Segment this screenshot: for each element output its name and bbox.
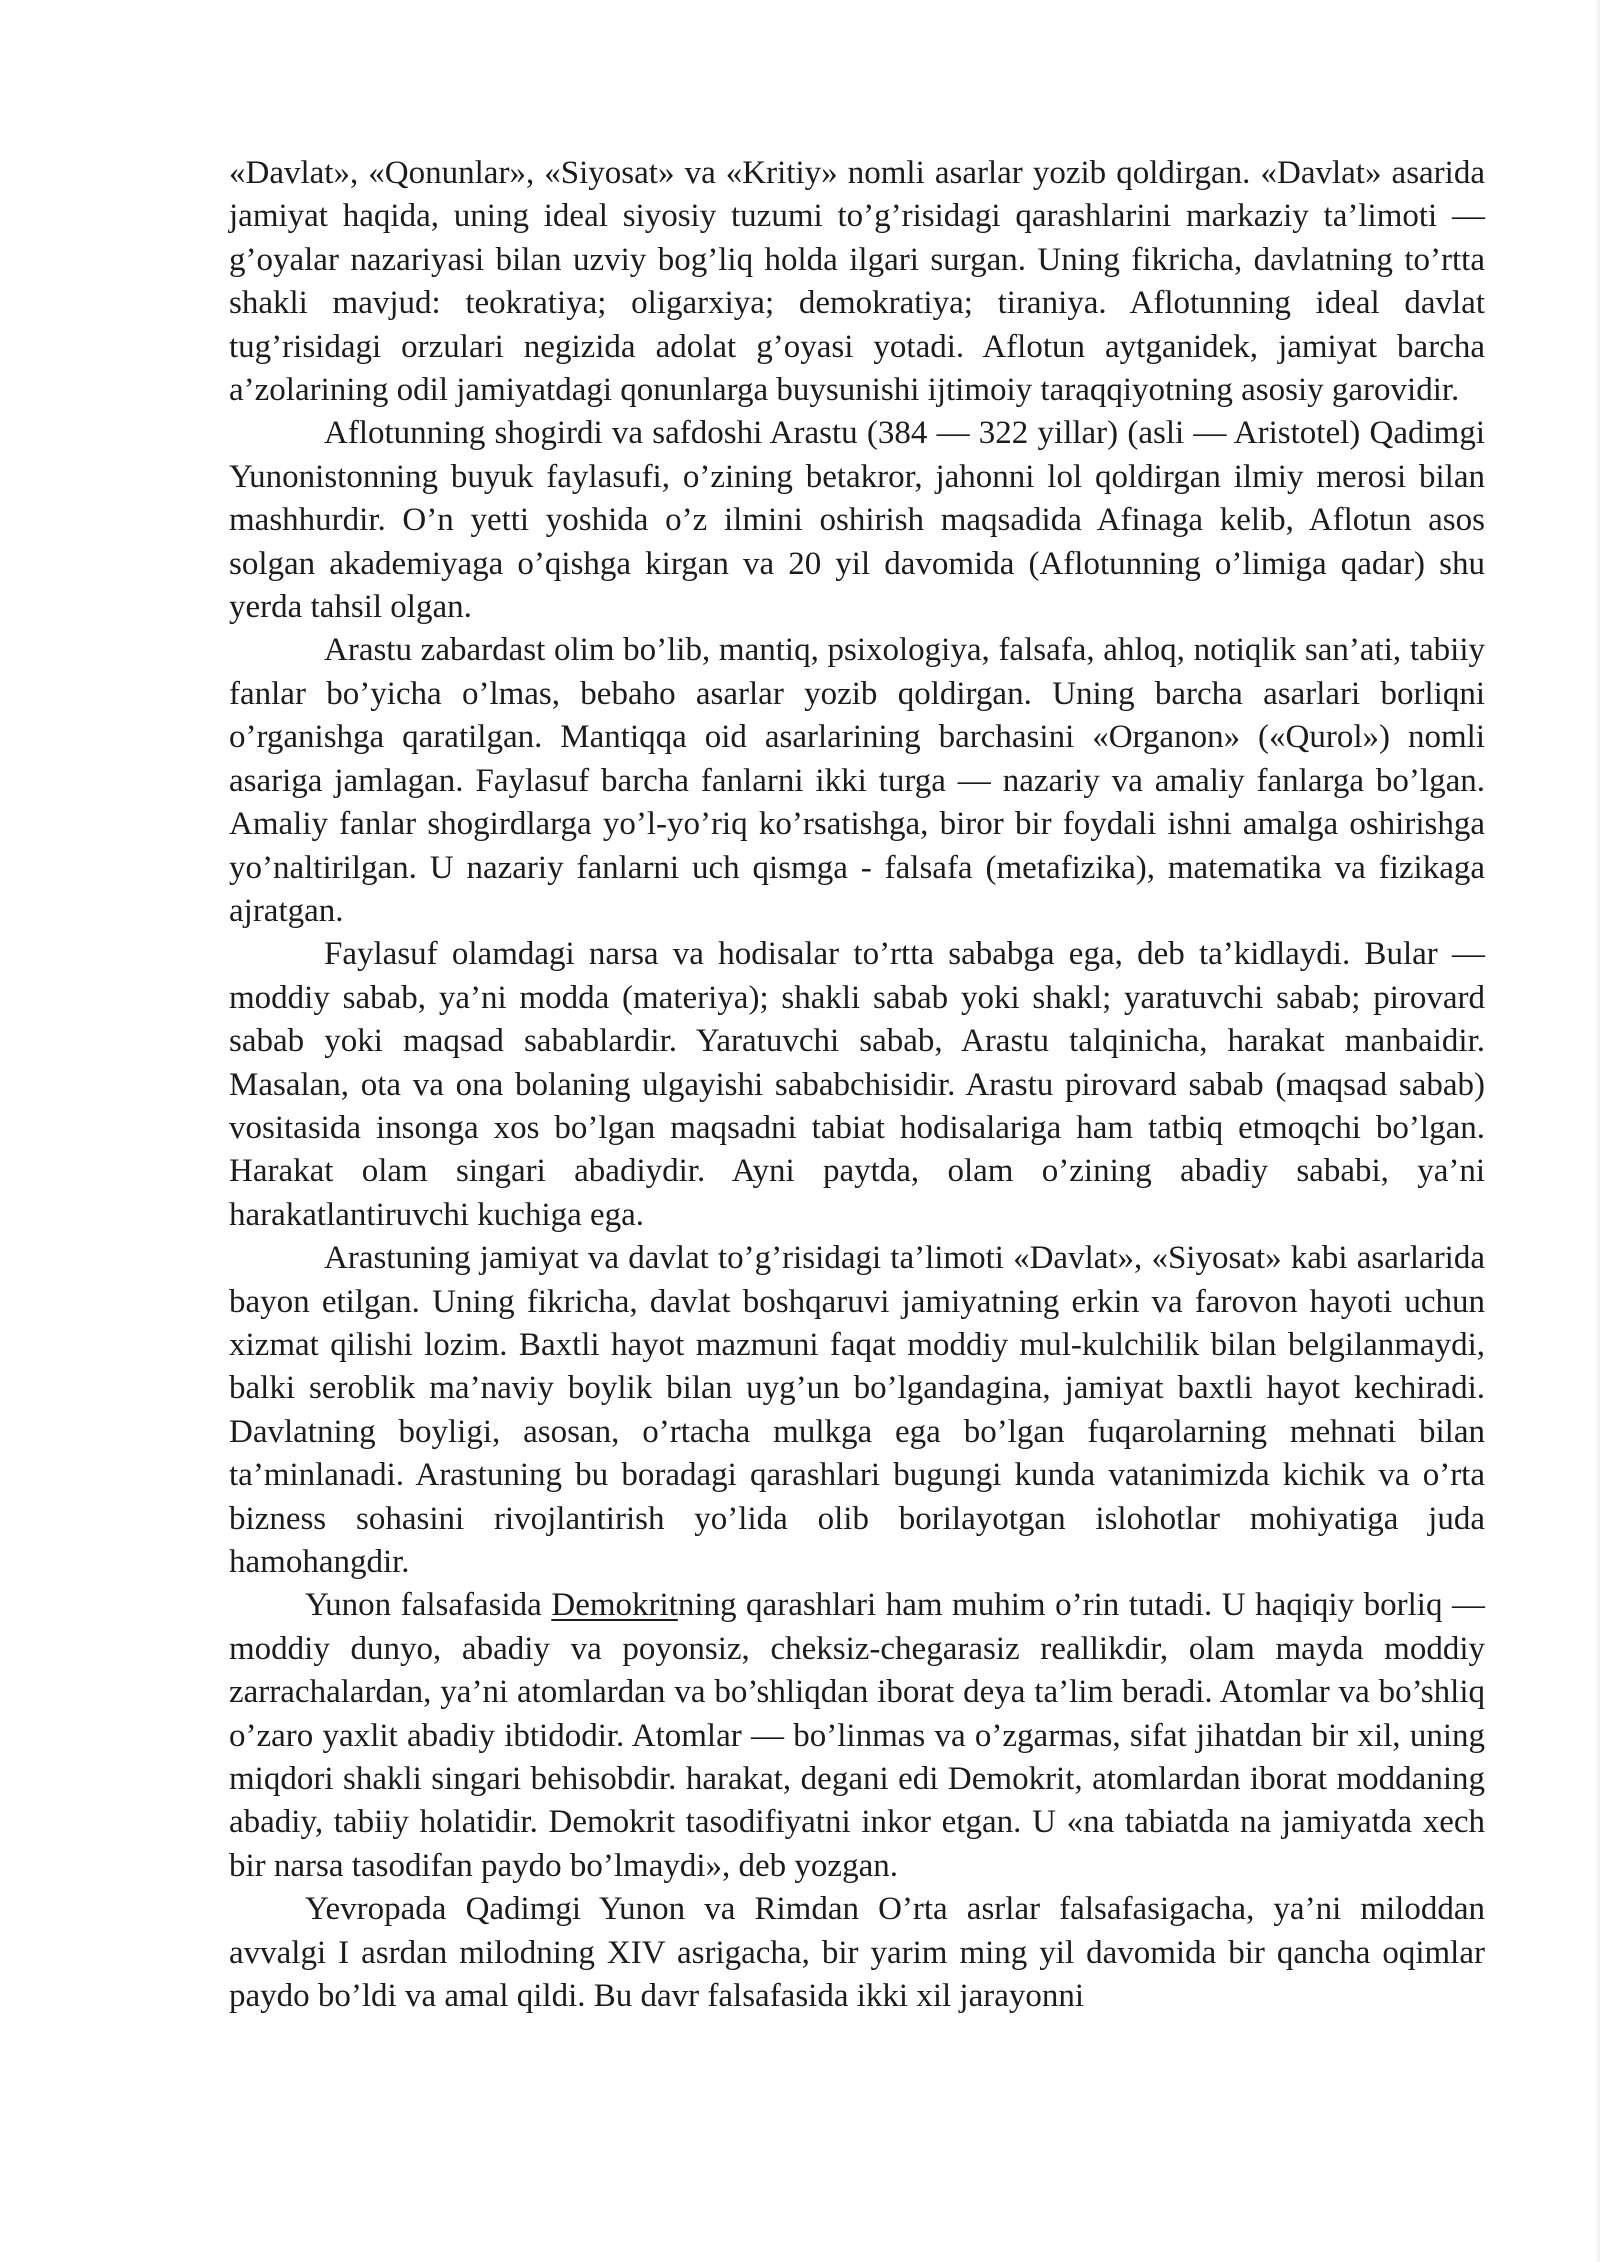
paragraph-four-causes: Faylasuf olamdagi narsa va hodisalar to’rtta sababga ega, deb ta’kidlaydi. Bular — moddiy sabab, ya’ni modda (materiya); shakli sabab yoki shakl; yaratuvchi sabab; pirovard sabab yoki maqsad sabablardir. Yaratuvchi sabab, Arastu talqinicha, harakat manbaidir. Masalan, ota va ona bolaning ulgayishi sababchisidir. Arastu pirovard sabab (maqsad sabab) vositasida insonga xos bo’lgan maqsadni tabiat hodisalariga ham tatbiq etmoqchi bo’lgan. Harakat olam singari abadiydir. Ayni paytda, olam o’zining abadiy sababi, ya’ni harakatlantiruvchi kuchiga ega.	[229, 936, 1485, 1233]
paragraph-democritus	[229, 1584, 1485, 1888]
paragraph-aristotle-intro: Aflotunning shogirdi va safdoshi Arastu (384 — 322 yillar) (asli — Aristotel) Qadimgi Yunonistonning buyuk faylasufi, o’zining betakror, jahonni lol qoldirgan ilmiy merosi bilan mashhurdir. O’n yetti yoshida o’z ilmini oshirish maqsadida Afinaga kelib, Aflotun asos solgan akademiyaga o’qishga kirgan va 20 yil davomida (Aflotunning o’limiga qadar) shu yerda tahsil olgan.	[229, 415, 1485, 626]
body-text	[229, 152, 1485, 2018]
paragraph-platos-works: «Davlat», «Qonunlar», «Siyosat» va «Kritiy» nomli asarlar yozib qoldirgan. «Davlat» asarida jamiyat haqida, uning ideal siyosiy tuzumi to’g’risidagi qarashlarini markaziy ta’limoti — g’oyalar nazariyasi bilan uzviy bog’liq holda ilgari surgan. Uning fikricha, davlatning to’rtta shakli mavjud: teokratiya; oligarxiya; demokratiya; tiraniya. Aflotunning ideal davlat tug’risidagi orzulari negizida adolat g’oyasi yotadi. Aflotun aytganidek, jamiyat barcha a’zolarining odil jamiyatdagi qonunlarga buysunishi ijtimoiy taraqqiyotning asosiy garovidir.	[229, 155, 1485, 409]
paragraph-aristotle-sciences: Arastu zabardast olim bo’lib, mantiq, psixologiya, falsafa, ahloq, notiqlik san’ati, tabiiy fanlar bo’yicha o’lmas, bebaho asarlar yozib qoldirgan. Uning barcha asarlari borliqni o’rganishga qaratilgan. Mantiqqa oid asarlarining barchasini «Organon» («Qurol») nomli asariga jamlagan. Faylasuf barcha fanlarni ikki turga — nazariy va amaliy fanlarga bo’lgan. Amaliy fanlar shogirdlarga yo’l-yo’riq ko’rsatishga, biror bir foydali ishni amalga oshirishga yo’naltirilgan. U nazariy fanlarni uch qismga - falsafa (metafizika), matematika va fizikaga ajratgan.	[229, 632, 1485, 929]
democritus-text-after-link: ning qarashlari ham muhim o’rin tutadi. U haqiqiy borliq — moddiy dunyo, abadiy va poyonsiz, cheksiz-chegarasiz reallikdir, olam mayda moddiy zarrachalardan, ya’ni atomlardan va bo’shliqdan iborat deya ta’lim beradi. Atomlar va bo’shliq o’zaro yaxlit abadiy ibtidodir. Atomlar — bo’linmas va o’zgarmas, sifat jihatdan bir xil, uning miqdori shakli singari behisobdir. harakat, degani edi Demokrit, atomlardan iborat moddaning abadiy, tabiiy holatidir. Demokrit tasodifiyatni inkor etgan. U «na tabiatda na jamiyatda xech bir narsa tasodifan paydo bo’lmaydi», deb yozgan.	[229, 1587, 1486, 1884]
paragraph-medieval-europe: Yevropada Qadimgi Yunon va Rimdan O’rta asrlar falsafasigacha, ya’ni miloddan avvalgi I asrdan milodning XIV asrigacha, bir yarim ming yil davomida bir qancha oqimlar paydo bo’ldi va amal qildi. Bu davr falsafasida ikki xil jarayonni	[229, 1891, 1485, 2015]
democritus-text-before-link: Yunon falsafasida	[305, 1587, 552, 1624]
page-edge	[1594, 0, 1600, 2262]
democritus-link[interactable]: Demokrit	[551, 1587, 678, 1624]
paragraph-aristotle-state: Arastuning jamiyat va davlat to’g’risidagi ta’limoti «Davlat», «Siyosat» kabi asarlarida bayon etilgan. Uning fikricha, davlat boshqaruvi jamiyatning erkin va farovon hayoti uchun xizmat qilishi lozim. Baxtli hayot mazmuni faqat moddiy mul-kulchilik bilan belgilanmaydi, balki seroblik ma’naviy boylik bilan uyg’un bo’lgandagina, jamiyat baxtli hayot kechiradi. Davlatning boyligi, asosan, o’rtacha mulkga ega bo’lgan fuqarolarning mehnati bilan ta’minlanadi. Arastuning bu boradagi qarashlari bugungi kunda vatanimizda kichik va o’rta bizness sohasini rivojlantirish yo’lida olib borilayotgan islohotlar mohiyatiga juda hamohangdir.	[229, 1240, 1485, 1580]
